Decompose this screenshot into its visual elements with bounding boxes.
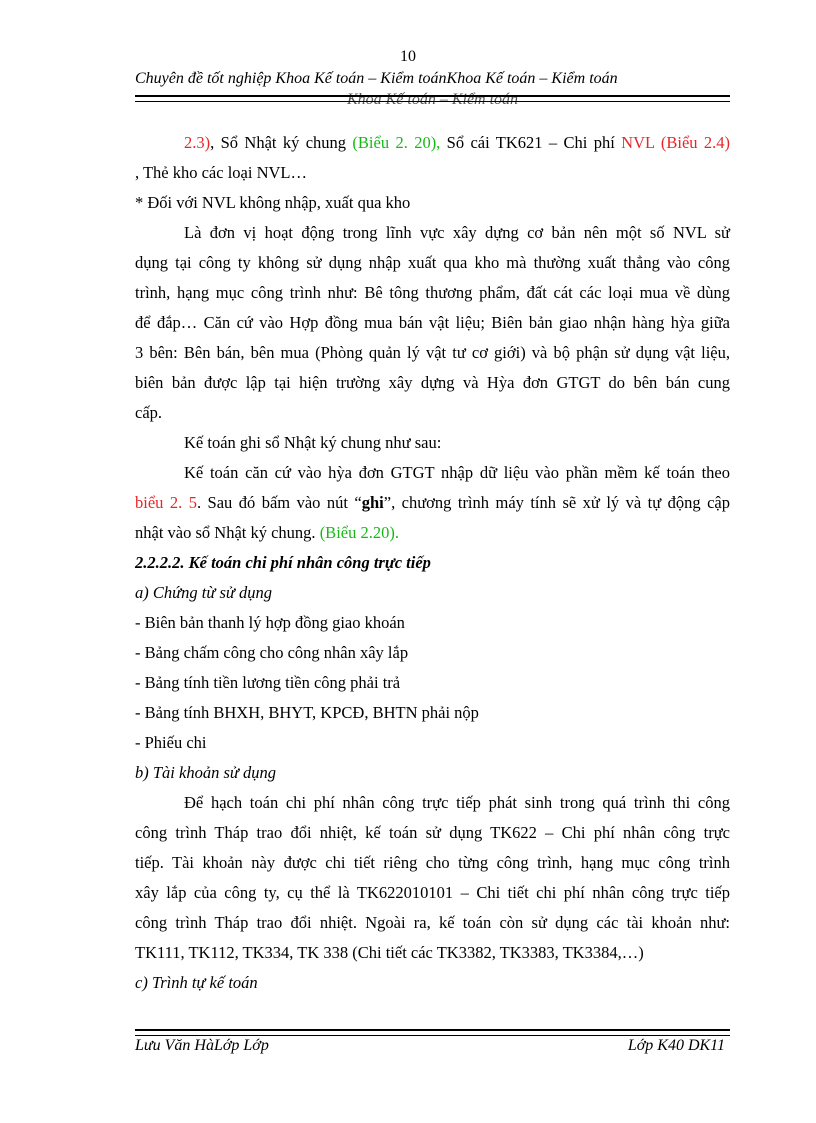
section-heading: 2.2.2.2. Kế toán chi phí nhân công trực tiếp	[135, 553, 431, 572]
paragraph-line: Là đơn vị hoạt động trong lĩnh vực xây dựng cơ bản nên một số NVL sử	[184, 223, 730, 242]
header-title: Chuyên đề tốt nghiệp Khoa Kế toán – Kiểm toánKhoa Kế toán – Kiểm toán	[135, 70, 618, 87]
body-line: Kế toán ghi sổ Nhật ký chung như sau:	[184, 433, 442, 452]
body-line: , Thẻ kho các loại NVL…	[135, 163, 307, 182]
paragraph-line: Để hạch toán chi phí nhân công trực tiếp phát sinh trong quá trình thi công	[184, 793, 730, 812]
paragraph-line: công trình Tháp trao đổi nhiệt, kế toán sử dụng TK622 – Chi phí nhân công trực	[135, 823, 730, 842]
body-line: Kế toán căn cứ vào hỳa đơn GTGT nhập dữ liệu vào phần mềm kế toán theo	[184, 463, 730, 482]
paragraph-line: trình, hạng mục công trình như: Bê tông thương phẩm, đất cát các loại mua về dùng	[135, 283, 730, 302]
ghi-button-label: ghi	[361, 493, 384, 512]
list-item: - Biên bản thanh lý hợp đồng giao khoán	[135, 613, 405, 632]
ref-bieu-2-20[interactable]: (Biểu 2.20).	[319, 523, 399, 542]
paragraph-line: công trình Tháp trao đổi nhiệt. Ngoài ra, kế toán còn sử dụng các tài khoản như:	[135, 913, 730, 932]
ref-bieu-2-20[interactable]: (Biểu 2. 20),	[352, 133, 441, 152]
paragraph-line: cấp.	[135, 403, 163, 422]
footer-author: Lưu Văn HàLớp Lớp	[135, 1037, 269, 1054]
subheading: b) Tài khoản sử dụng	[135, 763, 276, 782]
list-item: - Bảng tính tiền lương tiền công phải trả	[135, 673, 401, 692]
body-line: nhật vào sổ Nhật ký chung. (Biểu 2.20).	[135, 523, 399, 542]
page-number: 10	[400, 48, 416, 65]
body-line: 2.3), Sổ Nhật ký chung (Biểu 2. 20), Sổ cái TK621 – Chi phí NVL (Biểu 2.4)	[184, 133, 731, 152]
subheading: c) Trình tự kế toán	[135, 973, 258, 992]
paragraph-line: biên bản được lập tại hiện trường xây dựng và Hỳa đơn GTGT do bên bán cung	[135, 373, 730, 392]
ref-nvl[interactable]: NVL	[621, 133, 655, 152]
paragraph-line: tiếp. Tài khoản này được chi tiết riêng cho từng công trình, hạng mục công trình	[135, 853, 730, 872]
footer-class: Lớp K40 DK11	[627, 1037, 725, 1054]
ref-bieu-2-5[interactable]: biểu 2. 5	[135, 493, 197, 512]
ref-bieu-2-4[interactable]: (Biểu 2.4)	[660, 133, 731, 152]
paragraph-line: 3 bên: Bên bán, bên mua (Phòng quản lý vật tư cơ giới) và bộ phận sử dụng vật liệu,	[135, 343, 730, 362]
subheading: a) Chứng từ sử dụng	[135, 583, 273, 602]
ref-bieu-2-3[interactable]: 2.3)	[184, 133, 211, 152]
header-rule	[135, 95, 730, 102]
paragraph-line: TK111, TK112, TK334, TK 338 (Chi tiết các TK3382, TK3383, TK3384,…)	[135, 943, 644, 962]
body-line: * Đối với NVL không nhập, xuất qua kho	[135, 193, 411, 212]
paragraph-line: dụng tại công ty không sử dụng nhập xuất qua kho mà thường xuất thẳng vào công	[135, 253, 730, 272]
body-line: biểu 2. 5. Sau đó bấm vào nút “ghi”, chương trình máy tính sẽ xử lý và tự động cập	[135, 493, 730, 512]
list-item: - Phiếu chi	[135, 733, 207, 752]
header-subtitle: Khoa Kế toán – Kiểm toán	[346, 91, 519, 108]
list-item: - Bảng chấm công cho công nhân xây lắp	[135, 643, 409, 662]
footer-rule	[135, 1029, 730, 1036]
paragraph-line: để đắp… Căn cứ vào Hợp đồng mua bán vật liệu; Biên bản giao nhận hàng hỳa giữa	[135, 313, 730, 332]
paragraph-line: xây lắp của công ty, cụ thể là TK622010101 – Chi tiết chi phí nhân công trực tiếp	[135, 883, 730, 902]
list-item: - Bảng tính BHXH, BHYT, KPCĐ, BHTN phải nộp	[135, 703, 479, 722]
